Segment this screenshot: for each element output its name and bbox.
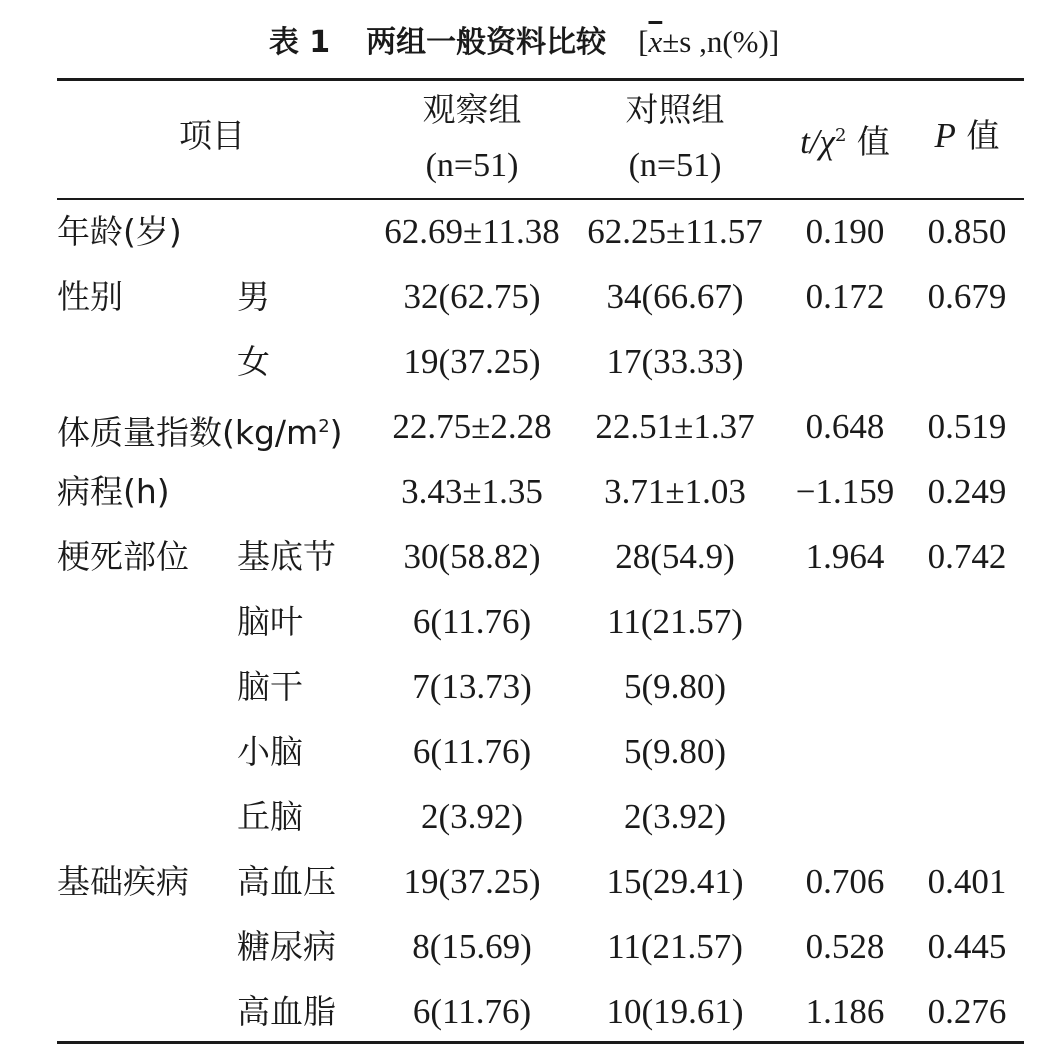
observe-value: 7(13.73) — [412, 667, 532, 706]
observe-value: 30(58.82) — [403, 537, 541, 576]
header-p-value — [935, 108, 1000, 164]
row-sublabel: 男 — [237, 277, 270, 316]
table-bottom-rule — [57, 1041, 1024, 1044]
observe-value: 8(15.69) — [412, 927, 532, 966]
control-value: 3.71±1.03 — [604, 472, 746, 511]
control-value: 15(29.41) — [606, 862, 744, 901]
header-test-statistic — [800, 108, 890, 170]
test-statistic-value: 0.172 — [805, 277, 885, 316]
test-statistic-value: 0.190 — [805, 212, 885, 251]
p-value: 0.742 — [927, 537, 1007, 576]
control-value: 11(21.57) — [607, 602, 743, 641]
observe-value: 2(3.92) — [420, 797, 524, 836]
control-value: 11(21.57) — [607, 927, 743, 966]
header-stat-symbol: t/χ — [800, 122, 835, 161]
control-value: 5(9.80) — [623, 667, 727, 706]
header-p-symbol: P — [934, 116, 956, 155]
p-value: 0.679 — [927, 277, 1007, 316]
header-control-label: 对照组 — [625, 90, 725, 129]
row-sublabel: 小脑 — [237, 732, 303, 771]
row-label: 年龄(岁) — [57, 212, 182, 251]
control-value: 34(66.67) — [606, 277, 744, 316]
observe-value: 62.69±11.38 — [384, 212, 560, 251]
test-statistic-value: 1.964 — [805, 537, 885, 576]
table-top-rule — [57, 78, 1024, 81]
control-value: 22.51±1.37 — [595, 407, 755, 446]
stats-mean-symbol: $\overline{x}$ — [648, 24, 663, 59]
row-sublabel: 糖尿病 — [237, 927, 336, 966]
table-caption — [0, 18, 1048, 67]
test-statistic-value: −1.159 — [795, 472, 895, 511]
p-value: 0.249 — [927, 472, 1007, 511]
stats-rest: ±s ,n(%)] — [662, 24, 780, 59]
table-header-rule — [57, 198, 1024, 200]
row-sublabel: 基底节 — [237, 537, 336, 576]
stats-bracket: [ — [638, 24, 649, 59]
observe-value: 3.43±1.35 — [401, 472, 543, 511]
header-stat-sup: 2 — [834, 125, 847, 146]
header-observe-label: 观察组 — [422, 90, 522, 129]
observe-value: 19(37.25) — [403, 342, 541, 381]
control-value: 62.25±11.57 — [587, 212, 763, 251]
p-value: 0.445 — [927, 927, 1007, 966]
control-value: 10(19.61) — [606, 992, 744, 1031]
observe-value: 19(37.25) — [403, 862, 541, 901]
p-value: 0.276 — [927, 992, 1007, 1031]
test-statistic-value: 1.186 — [805, 992, 885, 1031]
row-sublabel: 脑叶 — [237, 602, 303, 641]
row-sublabel: 高血脂 — [237, 992, 336, 1031]
header-observe-n: (n=51) — [425, 147, 519, 184]
control-value: 2(3.92) — [623, 797, 727, 836]
header-item: 项目 — [179, 116, 245, 155]
control-value: 5(9.80) — [623, 732, 727, 771]
control-value: 28(54.9) — [615, 537, 735, 576]
observe-value: 6(11.76) — [412, 602, 532, 641]
table-title: 两组一般资料比较 — [366, 25, 607, 60]
row-sublabel: 女 — [237, 342, 270, 381]
row-sublabel: 高血压 — [237, 862, 336, 901]
test-statistic-value: 0.648 — [805, 407, 885, 446]
p-value: 0.401 — [927, 862, 1007, 901]
row-label-tail: ) — [329, 413, 343, 452]
test-statistic-value: 0.706 — [805, 862, 885, 901]
header-p-suffix: 值 — [966, 116, 1000, 155]
row-label: 病程(h) — [57, 472, 170, 511]
p-value: 0.850 — [927, 212, 1007, 251]
table-stats-note — [638, 24, 779, 59]
observe-value: 22.75±2.28 — [392, 407, 552, 446]
p-value: 0.519 — [927, 407, 1007, 446]
control-value: 17(33.33) — [606, 342, 744, 381]
table-number: 表 1 — [268, 25, 331, 60]
row-label-sup: 2 — [318, 416, 330, 437]
row-sublabel: 丘脑 — [237, 797, 303, 836]
header-control-group — [626, 82, 725, 194]
row-label: 梗死部位 — [57, 537, 189, 576]
header-stat-suffix: 值 — [856, 122, 890, 161]
observe-value: 6(11.76) — [412, 732, 532, 771]
header-observe-group — [423, 82, 522, 194]
row-label-text: 体质量指数(kg/m — [57, 413, 319, 452]
row-label: 基础疾病 — [57, 862, 189, 901]
row-sublabel: 脑干 — [237, 667, 303, 706]
row-label: 性别 — [57, 277, 123, 316]
observe-value: 6(11.76) — [412, 992, 532, 1031]
observe-value: 32(62.75) — [403, 277, 541, 316]
row-label — [57, 406, 343, 454]
header-control-n: (n=51) — [628, 147, 722, 184]
test-statistic-value: 0.528 — [805, 927, 885, 966]
